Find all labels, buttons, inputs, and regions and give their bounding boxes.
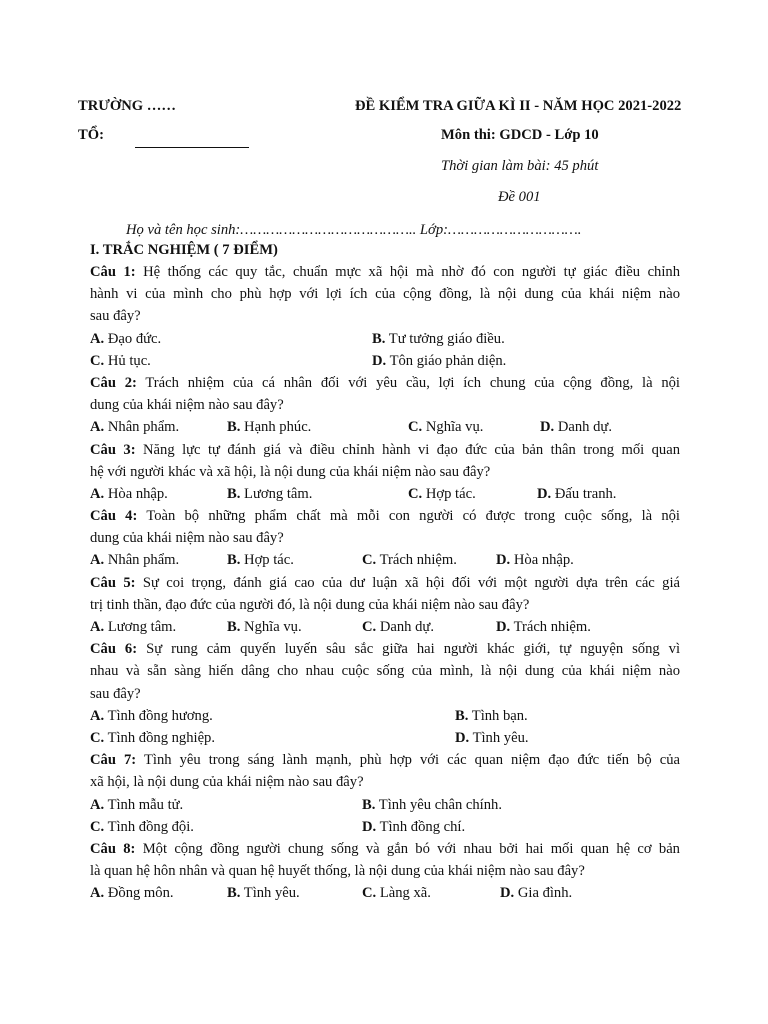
answer-option-b <box>362 794 502 816</box>
question-text: Sự coi trọng, đánh giá cao của dư luận xã hội đối với một người dựa trên các giá <box>142 574 680 591</box>
question-text-line <box>90 660 680 682</box>
option-text: Đấu tranh. <box>551 485 617 502</box>
question-text-line <box>90 638 680 660</box>
option-letter: D. <box>537 485 552 502</box>
option-text: Hủ tục. <box>104 352 151 369</box>
answer-option-b <box>372 328 505 350</box>
option-text: Hợp tác. <box>422 485 476 502</box>
answer-option-b <box>227 549 294 571</box>
option-text: Hòa nhập. <box>510 552 574 569</box>
answer-option-d <box>537 483 616 505</box>
question-text: sau đây? <box>90 685 141 702</box>
question-text-line <box>90 860 680 882</box>
answer-option-a <box>90 549 179 571</box>
question-text-line <box>90 594 680 616</box>
question-text-line <box>90 771 680 793</box>
answer-option-c <box>362 549 457 571</box>
answer-option-a <box>90 882 174 904</box>
option-text: Danh dự. <box>554 419 612 436</box>
option-text: Tình bạn. <box>468 707 528 724</box>
option-text: Tình đồng hương. <box>104 707 213 724</box>
answer-option-d <box>500 882 572 904</box>
question-text: nhau và sẵn sàng hiến dâng cho nhau cuộc sống của mình, là nội dung của khái niệm nào <box>90 663 680 680</box>
answer-option-a <box>90 616 176 638</box>
option-letter: A. <box>90 796 105 813</box>
option-text: Làng xã. <box>376 885 431 902</box>
question-text: Trách nhiệm của cá nhân đối với yêu cầu, lợi ích chung của cộng đồng, là nội <box>145 374 680 391</box>
answer-option-a <box>90 483 168 505</box>
answer-option-a <box>90 328 161 350</box>
option-letter: C. <box>90 818 105 835</box>
option-letter: C. <box>90 729 105 746</box>
option-text: Hạnh phúc. <box>240 419 312 436</box>
option-letter: D. <box>500 885 515 902</box>
answer-options-row <box>90 549 680 571</box>
question-text: Sự rung cảm quyến luyến sâu sắc giữa hai người khác giới, tự nguyện sống vì <box>146 641 680 658</box>
answer-option-c <box>90 350 151 372</box>
question-label: Câu 2: <box>90 374 137 391</box>
option-letter: A. <box>90 885 105 902</box>
option-text: Đạo đức. <box>104 330 162 347</box>
question-text: Năng lực tự đánh giá và điều chỉnh hành vi đạo đức của bản thân trong mối quan <box>143 441 680 458</box>
option-text: Tình mẫu tử. <box>104 796 184 813</box>
question-block <box>90 838 680 905</box>
question-text-line <box>90 572 680 594</box>
option-letter: A. <box>90 419 105 436</box>
option-text: Tư tưởng giáo điều. <box>385 330 505 347</box>
answer-option-c <box>408 416 483 438</box>
option-letter: C. <box>362 552 377 569</box>
answer-option-d <box>540 416 612 438</box>
option-letter: D. <box>496 619 511 635</box>
option-letter: C. <box>408 419 423 436</box>
option-text: Hòa nhập. <box>104 485 168 502</box>
answer-options-row <box>90 328 680 350</box>
question-text: dung của khái niệm nào sau đây? <box>90 397 284 414</box>
answer-option-b <box>227 483 312 505</box>
question-label: Câu 3: <box>90 441 136 458</box>
question-block <box>90 439 680 506</box>
option-letter: A. <box>90 707 105 724</box>
question-label: Câu 8: <box>90 840 136 857</box>
exam-time: Thời gian làm bài: 45 phút <box>441 158 599 174</box>
answer-option-b <box>455 705 528 727</box>
question-text-line <box>90 372 680 394</box>
answer-option-a <box>90 794 183 816</box>
option-text: Lương tâm. <box>104 619 177 635</box>
option-text: Trách nhiệm. <box>376 552 457 569</box>
question-label: Câu 7: <box>90 752 137 769</box>
question-text-line <box>90 838 680 860</box>
answer-option-c <box>90 727 215 749</box>
option-letter: C. <box>362 885 377 902</box>
option-text: Hợp tác. <box>240 552 294 569</box>
question-text-line <box>90 261 680 283</box>
student-info-line: Họ và tên học sinh:………………………………….. Lớp:…………………………. <box>126 222 582 238</box>
question-label: Câu 1: <box>90 264 136 280</box>
exam-title: ĐỀ KIỂM TRA GIỮA KÌ II - NĂM HỌC 2021-2022 <box>355 98 682 114</box>
answer-option-b <box>227 616 302 638</box>
answer-option-a <box>90 705 213 727</box>
question-block <box>90 638 680 749</box>
option-letter: C. <box>362 619 377 635</box>
section-title: I. TRẮC NGHIỆM ( 7 ĐIỂM) <box>90 242 278 258</box>
option-text: Đồng môn. <box>104 885 174 902</box>
option-letter: B. <box>227 885 241 902</box>
question-label: Câu 4: <box>90 508 138 525</box>
question-text-line <box>90 527 680 549</box>
question-block <box>90 372 680 439</box>
question-text: Hệ thống các quy tắc, chuẩn mực xã hội mà nhờ đó con người tự giác điều chỉnh <box>143 264 680 280</box>
question-text: dung của khái niệm nào sau đây? <box>90 530 284 547</box>
answer-options-row <box>90 816 680 838</box>
option-text: Danh dự. <box>376 619 434 635</box>
question-label: Câu 6: <box>90 641 138 658</box>
answer-option-d <box>496 549 574 571</box>
option-letter: A. <box>90 552 105 569</box>
option-letter: D. <box>455 729 470 746</box>
option-text: Nghĩa vụ. <box>240 619 302 635</box>
option-letter: B. <box>227 552 241 569</box>
question-text: Toàn bộ những phẩm chất mà mỗi con người có được trong cuộc sống, là nội <box>146 508 680 525</box>
department-label: TỔ: <box>78 127 104 143</box>
option-text: Nghĩa vụ. <box>422 419 484 436</box>
question-text-line <box>90 505 680 527</box>
question-text-line <box>90 394 680 416</box>
answer-option-b <box>227 416 311 438</box>
answer-options-row <box>90 350 680 372</box>
questions-list <box>90 261 680 904</box>
question-text-line <box>90 683 680 705</box>
option-text: Gia đình. <box>514 885 573 902</box>
question-text-line <box>90 461 680 483</box>
option-text: Trách nhiệm. <box>510 619 591 635</box>
question-text: sau đây? <box>90 308 141 325</box>
option-text: Nhân phẩm. <box>104 552 180 569</box>
answer-option-d <box>372 350 506 372</box>
option-letter: D. <box>540 419 555 436</box>
answer-options-row <box>90 705 680 727</box>
answer-options-row <box>90 483 680 505</box>
option-letter: D. <box>372 352 387 369</box>
option-text: Tình đồng đội. <box>104 818 194 835</box>
answer-option-c <box>362 882 431 904</box>
option-letter: D. <box>362 818 377 835</box>
option-letter: D. <box>496 552 511 569</box>
question-text: hệ với người khác và xã hội, là nội dung của khái niệm nào sau đây? <box>90 463 491 480</box>
question-text-line <box>90 283 680 305</box>
option-text: Tình đồng chí. <box>376 818 466 835</box>
option-text: Tình yêu chân chính. <box>375 796 502 813</box>
option-letter: B. <box>227 619 241 635</box>
question-text: Một cộng đồng người chung sống và gắn bó với nhau bởi hai mối quan hệ cơ bản <box>142 840 680 857</box>
question-text: xã hội, là nội dung của khái niệm nào sau đây? <box>90 774 364 791</box>
question-text: là quan hệ hôn nhân và quan hệ huyết thống, là nội dung của khái niệm nào sau đây? <box>90 863 585 880</box>
option-letter: B. <box>227 485 241 502</box>
question-text: Tình yêu trong sáng lành mạnh, phù hợp với các quan niệm đạo đức tiến bộ của <box>143 752 680 769</box>
question-label: Câu 5: <box>90 574 136 591</box>
answer-option-c <box>408 483 476 505</box>
answer-option-a <box>90 416 179 438</box>
option-text: Nhân phẩm. <box>104 419 180 436</box>
question-text: hành vi của mình cho phù hợp với lợi ích của cộng đồng, là nội dung của khái niệm nào <box>90 286 680 303</box>
question-text-line <box>90 749 680 771</box>
answer-option-c <box>362 616 434 638</box>
answer-option-b <box>227 882 300 904</box>
exam-subject: Môn thi: GDCD - Lớp 10 <box>441 127 599 143</box>
option-text: Tôn giáo phản diện. <box>386 352 507 369</box>
answer-options-row <box>90 616 680 638</box>
answer-options-row <box>90 794 680 816</box>
question-text: trị tinh thần, đạo đức của người đó, là nội dung của khái niệm nào sau đây? <box>90 596 530 613</box>
question-text-line <box>90 305 680 327</box>
question-block <box>90 749 680 838</box>
answer-options-row <box>90 882 680 904</box>
option-text: Tình yêu. <box>469 729 529 746</box>
question-text-line <box>90 439 680 461</box>
option-letter: B. <box>227 419 241 436</box>
option-text: Lương tâm. <box>240 485 313 502</box>
option-letter: A. <box>90 619 105 635</box>
question-block <box>90 505 680 572</box>
answer-options-row <box>90 727 680 749</box>
option-letter: B. <box>372 330 386 347</box>
option-letter: C. <box>90 352 105 369</box>
option-letter: A. <box>90 485 105 502</box>
option-letter: B. <box>455 707 469 724</box>
answer-option-c <box>90 816 194 838</box>
option-letter: B. <box>362 796 376 813</box>
option-letter: A. <box>90 330 105 347</box>
option-text: Tình yêu. <box>240 885 300 902</box>
exam-code: Đề 001 <box>498 189 541 205</box>
answer-option-d <box>455 727 529 749</box>
question-block <box>90 572 680 639</box>
answer-option-d <box>496 616 591 638</box>
school-name: TRƯỜNG …… <box>78 98 176 114</box>
answer-options-row <box>90 416 680 438</box>
answer-option-d <box>362 816 465 838</box>
question-block <box>90 261 680 372</box>
option-letter: C. <box>408 485 423 502</box>
department-blank-line <box>135 147 249 148</box>
option-text: Tình đồng nghiệp. <box>104 729 216 746</box>
